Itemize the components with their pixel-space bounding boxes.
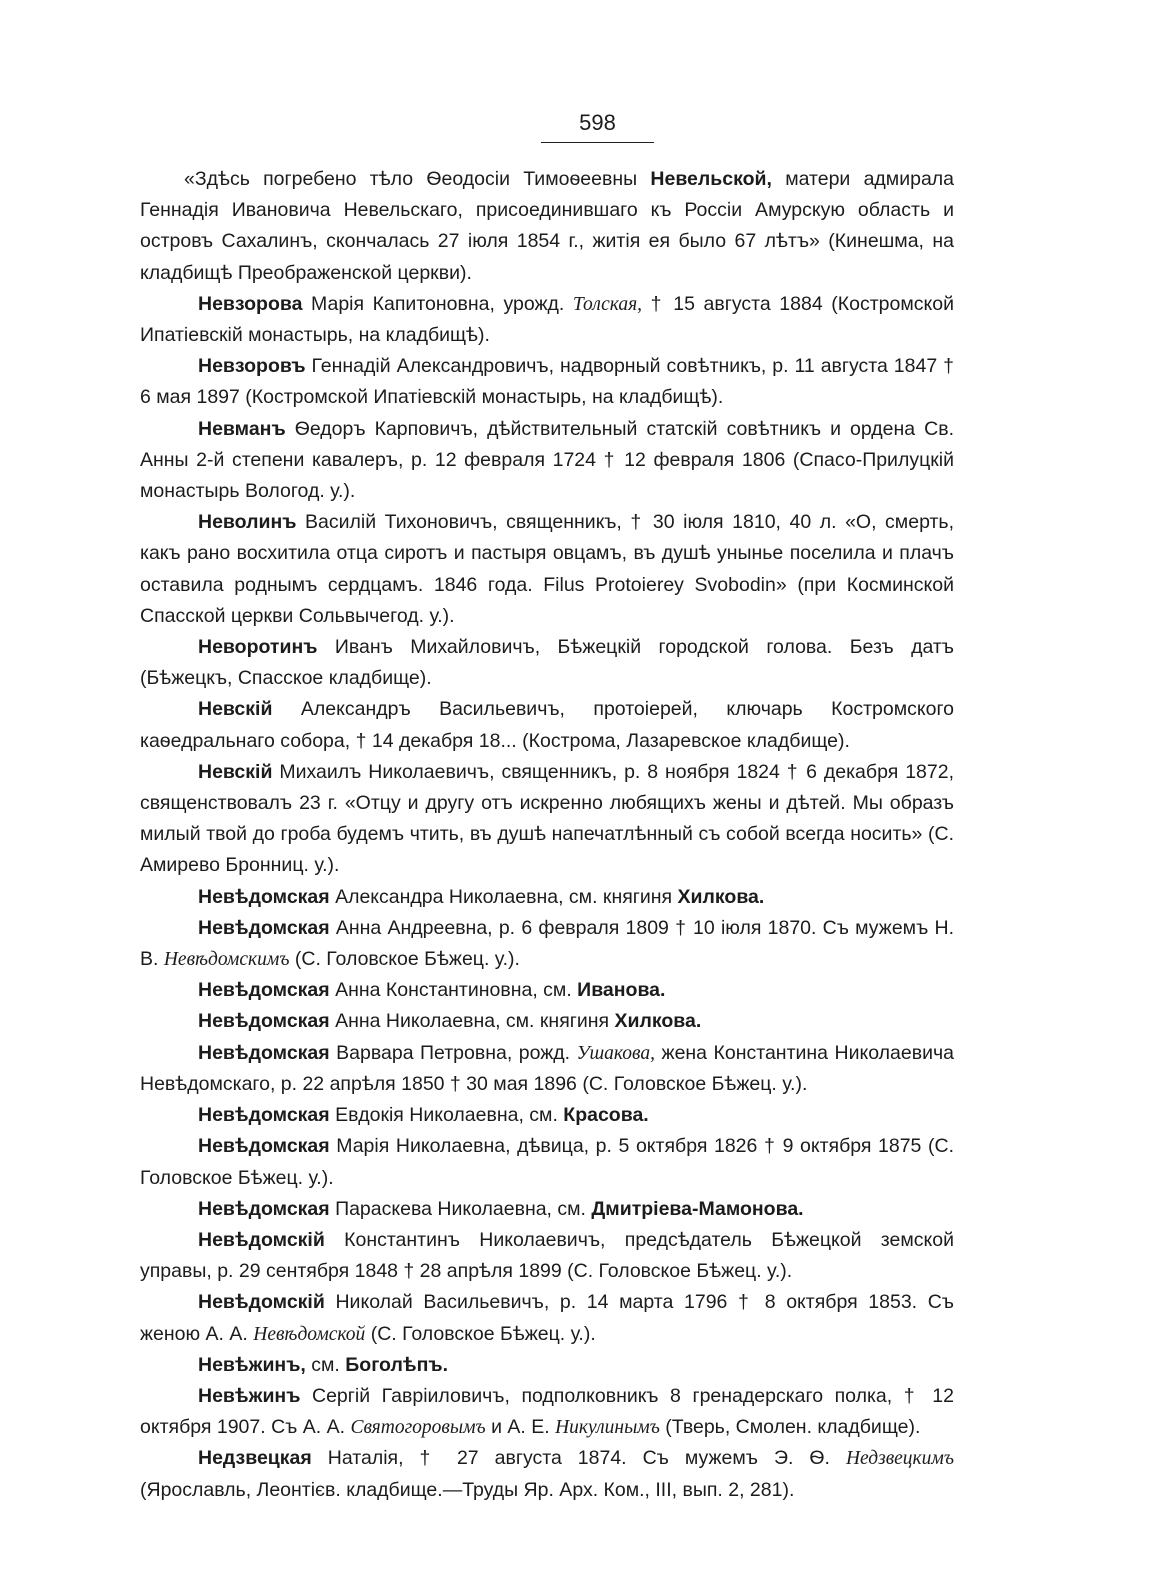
entry-name: Недзвецкая bbox=[198, 1447, 312, 1470]
entry-text: Михаилъ Николаевичъ, священникъ, р. 8 ноября 1824 † 6 декабря 1872, священствовалъ 23 г. «Отцу и другу отъ искренно любящихъ жены и дѣтей. Мы образъ милый твой до гроба будемъ чтить, въ душѣ напечатлѣнный съ собой всегда носить» (С. Амирево Бронниц. у.). bbox=[140, 760, 954, 877]
entry-name: Невѣдомская bbox=[198, 1104, 330, 1127]
entry-text: (С. Головское Бѣжец. у.). bbox=[289, 948, 520, 971]
entry-text: Марія Николаевна, дѣвица, р. 5 октября 1826 † 9 октября 1875 (С. Головское Бѣжец. у.). bbox=[140, 1135, 954, 1189]
entry-name: Невѣдомская bbox=[198, 979, 330, 1002]
epitaph-paragraph bbox=[140, 164, 954, 289]
entry-text: Варвара Петровна, рожд. bbox=[329, 1041, 577, 1064]
entry-paragraph bbox=[140, 1038, 954, 1100]
entry-paragraph bbox=[140, 1381, 954, 1443]
entry-name: Неворотинъ bbox=[198, 636, 318, 659]
entry-paragraph bbox=[140, 1100, 954, 1131]
entry-paragraph bbox=[140, 913, 954, 975]
entry-paragraph bbox=[140, 1287, 954, 1349]
entry-name: Невѣдомскій bbox=[198, 1291, 325, 1314]
entry-paragraph bbox=[140, 289, 954, 351]
entry-paragraph bbox=[140, 507, 954, 632]
entry-text: Александръ Васильевичъ, протоіерей, ключарь Костромского каѳедральнаго собора, † 14 декабря 18... (Кострома, Лазаревское кладбище). bbox=[140, 698, 954, 752]
entry-paragraph bbox=[140, 1443, 954, 1505]
entry-name: Невѣжинъ, bbox=[198, 1353, 306, 1376]
entry-name: Невманъ bbox=[198, 417, 286, 440]
entry-text: (Ярославль, Леонтієв. кладбище.—Труды Яр. Арх. Ком., III, вып. 2, 281). bbox=[140, 1478, 795, 1501]
entry-text: Анна Николаевна, см. княгиня bbox=[329, 1010, 615, 1033]
page-header bbox=[0, 110, 1163, 143]
italic-name: Ушакова, bbox=[576, 1042, 656, 1064]
entry-paragraph bbox=[140, 1006, 954, 1037]
entry-name: Невельской, bbox=[650, 168, 772, 190]
entry-text: (Тверь, Смолен. кладбище). bbox=[659, 1416, 921, 1439]
entry-paragraph bbox=[140, 414, 954, 508]
entry-name: Неволинъ bbox=[198, 511, 297, 534]
entry-text: Иванъ Михайловичъ, Бѣжецкій городской голова. Безъ датъ (Бѣжецкъ, Спасское кладбище). bbox=[140, 636, 954, 690]
entry-name: Иванова. bbox=[577, 979, 666, 1002]
italic-name: Святогоровымъ bbox=[350, 1417, 486, 1439]
entry-paragraph bbox=[140, 1225, 954, 1287]
entry-text: Евдокія Николаевна, см. bbox=[329, 1104, 564, 1127]
entry-text: Анна Андреевна, р. 6 февраля 1809 † 10 іюля 1870. Съ мужемъ Н. В. bbox=[140, 916, 954, 971]
entry-text: † 15 августа 1884 (Костромской Ипатіевскій монастырь, на кладбищѣ). bbox=[140, 292, 954, 347]
entry-text: Константинъ Николаевичъ, предсѣдатель Бѣжецкой земской управы, р. 29 сентября 1848 † 28 апрѣля 1899 (С. Головское Бѣжец. у.). bbox=[140, 1228, 954, 1283]
entry-name: Невѣдомская bbox=[198, 885, 330, 908]
entry-text: матери адмирала Геннадія Ивановича Невельскаго, присоединившаго къ Россіи Амурскую область и островъ Сахалинъ, скончалась 27 іюля 1854 г., житія ея было 67 лѣтъ» (Кинешма, на кладбищѣ Преображенской церкви). bbox=[140, 168, 955, 284]
entry-text: Александра Николаевна, см. княгиня bbox=[329, 885, 678, 908]
italic-name: Невѣдомской bbox=[253, 1323, 366, 1345]
entry-text: жена Константина Николаевича Невѣдомскаго, р. 22 апрѣля 1850 † 30 мая 1896 (С. Головское Бѣжец. у.). bbox=[140, 1041, 954, 1095]
entry-text: см. bbox=[305, 1353, 346, 1376]
entry-name: Красова. bbox=[563, 1104, 649, 1127]
entry-text: Ѳедоръ Карповичъ, дѣйствительный статскій совѣтникъ и ордена Св. Анны 2-й степени кавалеръ, р. 12 февраля 1724 † 12 февраля 1806 (Спасо-Прилуцкій монастырь Вологод. у.). bbox=[140, 417, 954, 503]
entry-paragraph bbox=[140, 632, 954, 694]
entry-name: Боголѣпъ. bbox=[345, 1353, 448, 1376]
italic-name: Невѣдомскимъ bbox=[163, 949, 290, 971]
italic-name: Толская, bbox=[572, 293, 643, 315]
entry-paragraph bbox=[140, 757, 954, 882]
entry-name: Невѣдомскій bbox=[198, 1228, 325, 1251]
italic-name: Никулинымъ bbox=[555, 1417, 660, 1439]
page-number: 598 bbox=[541, 110, 654, 143]
document-body bbox=[140, 164, 954, 1506]
entry-name: Невѣжинъ bbox=[198, 1384, 301, 1407]
entry-text: Марія Капитоновна, урожд. bbox=[302, 292, 573, 315]
entry-name: Хилкова. bbox=[614, 1010, 702, 1033]
entry-name: Невзорова bbox=[198, 292, 303, 315]
entry-text: Геннадій Александровичъ, надворный совѣтникъ, р. 11 августа 1847 † 6 мая 1897 (Костромской Ипатіевскій монастырь, на кладбищѣ). bbox=[140, 355, 954, 409]
entry-text: Анна Константиновна, см. bbox=[329, 979, 578, 1002]
entry-paragraph bbox=[140, 882, 954, 913]
italic-name: Недзвецкимъ bbox=[845, 1448, 954, 1470]
entry-name: Невскій bbox=[198, 698, 273, 721]
entry-name: Невѣдомская bbox=[198, 1197, 330, 1220]
entry-text: Василій Тихоновичъ, священникъ, † 30 іюля 1810, 40 л. «О, смерть, какъ рано восхитила отца сиротъ и пастыря овцамъ, въ душѣ унынье поселила и плачъ оставила роднымъ сердцамъ. 1846 года. Filus Protoierey Svobodin» (при Косминской Спасской церкви Сольвычегод. у.). bbox=[140, 511, 954, 627]
entry-name: Хилкова. bbox=[677, 885, 765, 908]
entry-text: Наталія, † 27 августа 1874. Съ мужемъ Э. Ѳ. bbox=[311, 1447, 846, 1470]
entry-name: Невѣдомская bbox=[198, 1010, 330, 1033]
entry-name: Дмитріева-Мамонова. bbox=[591, 1197, 804, 1220]
entry-text: Сергій Гавріиловичъ, подполковникъ 8 гренадерскаго полка, † 12 октября 1907. Съ А. А. bbox=[140, 1384, 954, 1439]
entry-paragraph bbox=[140, 694, 954, 756]
entry-paragraph bbox=[140, 1131, 954, 1193]
entry-name: Невѣдомская bbox=[198, 1135, 330, 1158]
entry-text: Николай Васильевичъ, р. 14 марта 1796 † 8 октября 1853. Съ женою А. А. bbox=[140, 1291, 954, 1345]
entry-text: «Здѣсь погребено тѣло Ѳеодосіи Тимоѳеевны bbox=[184, 168, 651, 190]
entry-name: Невѣдомская bbox=[198, 1041, 330, 1064]
entry-paragraph bbox=[140, 1350, 954, 1381]
entry-paragraph bbox=[140, 975, 954, 1006]
entry-name: Невскій bbox=[198, 760, 273, 783]
entry-text: (С. Головское Бѣжец. у.). bbox=[365, 1322, 596, 1345]
entry-text: и А. Е. bbox=[485, 1416, 556, 1439]
entry-paragraph bbox=[140, 1194, 954, 1225]
entry-name: Невзоровъ bbox=[198, 355, 306, 378]
entry-text: Параскева Николаевна, см. bbox=[329, 1197, 592, 1220]
entry-name: Невѣдомская bbox=[198, 916, 330, 939]
entry-paragraph bbox=[140, 351, 954, 413]
